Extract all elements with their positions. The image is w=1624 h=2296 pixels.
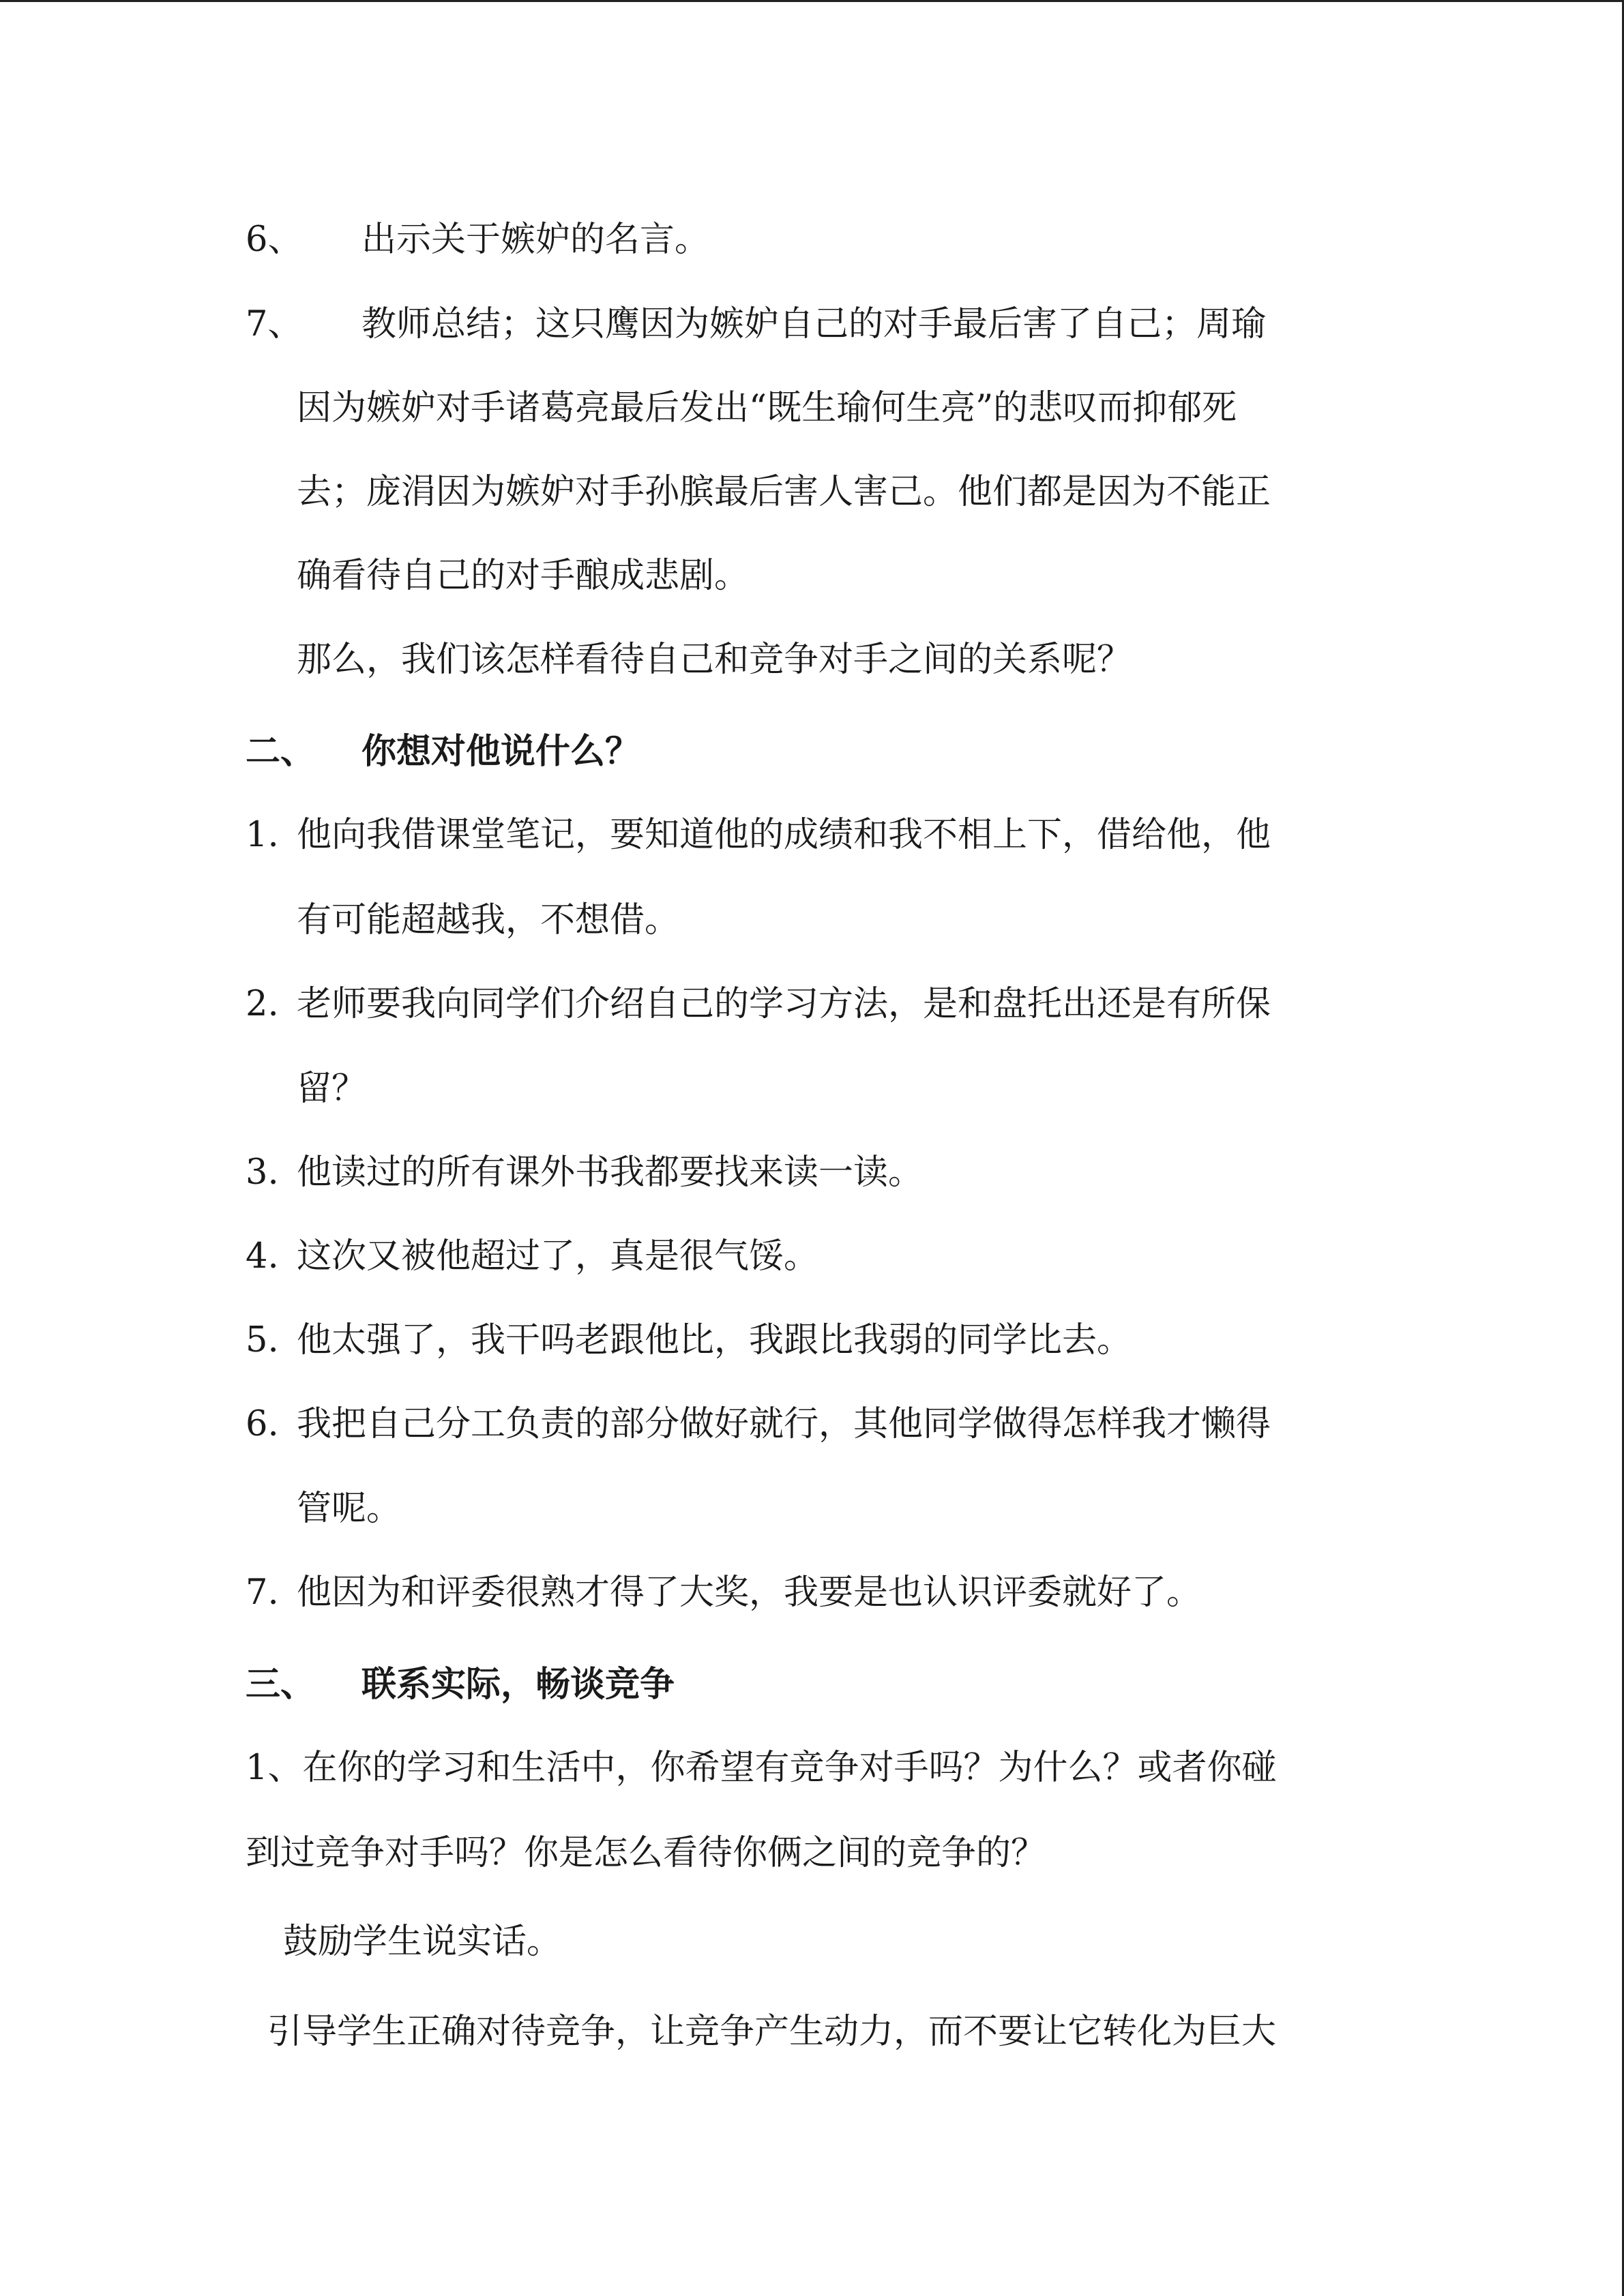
section-three-number: 三、 bbox=[246, 1664, 316, 1705]
list-item-6-line-2: 管呢。 bbox=[297, 1489, 402, 1529]
list-item-4-number: 4. bbox=[246, 1236, 279, 1277]
item-7-line-2: 因为嫉妒对手诸葛亮最后发出“既生瑜何生亮”的悲叹而抑郁死 bbox=[297, 388, 1237, 428]
section-two-title: 你想对他说什么？ bbox=[361, 731, 640, 772]
item-6-text: 出示关于嫉妒的名言。 bbox=[361, 220, 710, 260]
list-item-7-number: 7. bbox=[246, 1572, 279, 1613]
item-7-number: 7、 bbox=[246, 304, 303, 344]
list-item-6-line-1: 我把自己分工负责的部分做好就行，其他同学做得怎样我才懒得 bbox=[297, 1404, 1271, 1444]
list-item-3-number: 3. bbox=[246, 1152, 279, 1193]
list-item-4-line-1: 这次又被他超过了，真是很气馁。 bbox=[297, 1236, 819, 1277]
list-item-1-line-2: 有可能超越我，不想借。 bbox=[297, 900, 680, 940]
paragraph-3: 引导学生正确对待竞争，让竞争产生动力，而不要让它转化为巨大 bbox=[267, 2012, 1277, 2052]
question-text: 那么，我们该怎样看待自己和竞争对手之间的关系呢？ bbox=[297, 640, 1132, 680]
list-item-5-number: 5. bbox=[246, 1320, 279, 1360]
list-item-1-number: 1. bbox=[246, 815, 279, 855]
paragraph-2: 鼓励学生说实话。 bbox=[283, 1922, 562, 1962]
list-item-2-number: 2. bbox=[246, 984, 279, 1024]
item-7-line-1: 教师总结；这只鹰因为嫉妒自己的对手最后害了自己；周瑜 bbox=[361, 304, 1267, 344]
item-6-number: 6、 bbox=[246, 220, 303, 260]
list-item-3-line-1: 他读过的所有课外书我都要找来读一读。 bbox=[297, 1152, 924, 1193]
list-item-5-line-1: 他太强了，我干吗老跟他比，我跟比我弱的同学比去。 bbox=[297, 1320, 1132, 1360]
section-three-title: 联系实际，畅谈竞争 bbox=[361, 1664, 675, 1705]
paragraph-1-line-2: 到过竞争对手吗？你是怎么看待你俩之间的竞争的？ bbox=[246, 1833, 1046, 1873]
list-item-7-line-1: 他因为和评委很熟才得了大奖，我要是也认识评委就好了。 bbox=[297, 1572, 1202, 1613]
list-item-2-line-1: 老师要我向同学们介绍自己的学习方法，是和盘托出还是有所保 bbox=[297, 984, 1271, 1024]
item-7-line-4: 确看待自己的对手酿成悲剧。 bbox=[297, 556, 750, 596]
list-item-1-line-1: 他向我借课堂笔记，要知道他的成绩和我不相上下，借给他，他 bbox=[297, 815, 1271, 855]
paragraph-1-line-1: 1、在你的学习和生活中，你希望有竞争对手吗？为什么？或者你碰 bbox=[246, 1748, 1277, 1788]
section-two-number: 二、 bbox=[246, 731, 316, 772]
list-item-6-number: 6. bbox=[246, 1404, 279, 1444]
item-7-line-3: 去；庞涓因为嫉妒对手孙膑最后害人害己。他们都是因为不能正 bbox=[297, 472, 1271, 512]
list-item-2-line-2: 留？ bbox=[297, 1069, 367, 1109]
